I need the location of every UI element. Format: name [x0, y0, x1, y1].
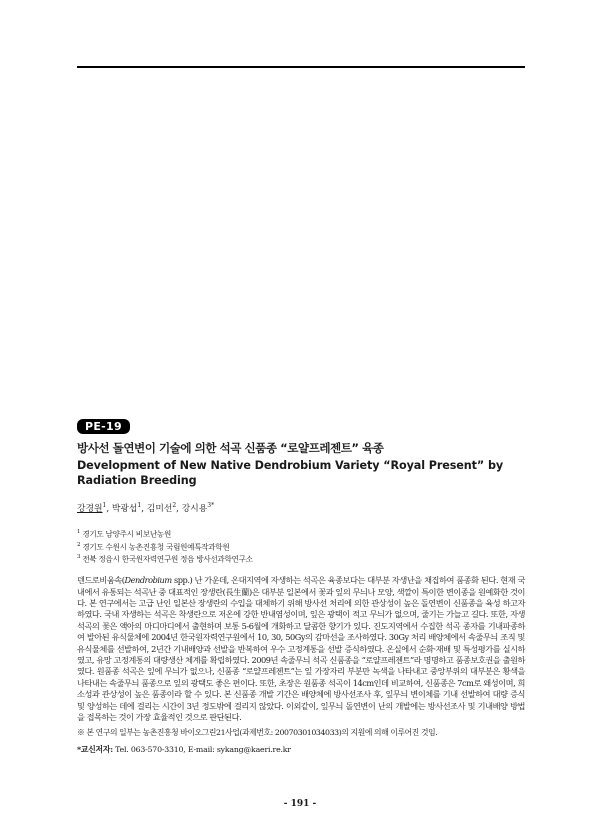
affiliation-text: 경기도 수원시 농촌진흥청 국립원예특작과학원 [82, 542, 230, 552]
genus-name: Dendrobium [124, 575, 172, 586]
author-separator: , [141, 503, 147, 514]
affiliation-number: 1 [77, 528, 81, 535]
author [77, 504, 112, 514]
abstract-article [77, 415, 525, 755]
affiliation-text: 경기도 남양주시 비보난농원 [82, 529, 171, 539]
contact-details: Tel. 063-570-3310, E-mail: sykang@kaeri.re.kr [112, 745, 291, 755]
title-english: Development of New Native Dendrobium Variety “Royal Present” by Radiation Breeding [77, 459, 504, 487]
corresponding-author [77, 744, 525, 755]
affiliation-text: 전북 정읍시 한국원자력연구원 정읍 방사선과학연구소 [82, 554, 253, 564]
affiliation [77, 527, 525, 540]
author-separator: , [176, 503, 182, 514]
author-affiliation-mark: 1 [137, 502, 142, 509]
affiliation [77, 540, 525, 553]
author [112, 504, 147, 514]
author-list [77, 500, 525, 515]
contact-label: *교신저자: [77, 745, 113, 755]
title-korean: 방사선 돌연변이 기술에 의한 석곡 신품종 “로얄프레젠트” 육종 [77, 441, 384, 455]
abstract-text-start: 덴드로비움속( [77, 575, 125, 586]
affiliation-number: 2 [77, 541, 81, 548]
author-affiliation-mark: 1 [102, 502, 107, 509]
abstract-text: spp.) 난 가운데, 온대지역에 자생하는 석곡은 육종보다는 대부분 자생난을 채집하여 품종화 된다. 현재 국내에서 유통되는 석곡난 중 대표적인 장생란(長生蘭)은 대부분 일본에서 꽃과 잎의 무늬나 모양, 색깔이 특이한 변이종을 원예화한 것이다. 본 연구에서는 고급 난인 일본산 장생란의 수입을 대체하기 위해 방사선 처리에 의한 관상성이 높은 돌연변이 신품종을 육성 하고자 하였다. 국내 자생하는 석곡은 착생란으로 저온에 강한 반내염성이며, 잎은 광택이 적고 무늬가 없으며, 줄기는 가늘고 길다. 또한, 자생 석곡의 꽃은 액아의 마디마디에서 출현하며 보통 5-6월에 개화하고 달콤한 향기가 있다. 진도지역에서 수집한 석곡 종자를 기내파종하여 발아된 유식물체에 2004년 한국원자력연구원에서 10, 30, 50Gy의 감마선을 조사하였다. 30Gy 처리 배양체에서 속줄무늬 조직 및 유식물체를 선발하여, 2년간 기내배양과 선발을 반복하여 우수 고정계통을 선발 증식하였다. 온실에서 순화·재배 및 특성평가를 실시하였고, 유망 고정계통의 대량생산 체계를 확립하였다. 2009년 속줄무늬 석곡 신품종을 “로얄프레젠트”라 명명하고 품종보호권을 출원하였다. 원품종 석곡은 잎에 무늬가 없으나, 신품종 “로얄프레젠트”는 잎 가장자리 부분만 녹색을 나타내고 중앙부위의 대부분은 황색을 나타내는 속줄무늬 품종으로 잎의 광택도 좋은 편이다. 또한, 초장은 원품종 석곡이 14cm인데 비교하여, 신품종은 7cm로 왜성이며, 희소성과 관상성이 높은 품종이라 할 수 있다. 본 신품종 개발 기간은 배양체에 방사선조사 후, 잎무늬 변이체를 기내 선발하여 대량 증식 및 양성하는 데에 걸리는 시간이 3년 정도밖에 걸리지 않았다. 이외같이, 잎무늬 돌연변이 난의 개발에는 방사선조사 및 기내배양 방법을 접목하는 것이 가장 효율적인 것으로 판단된다. [77, 575, 525, 722]
affiliation-number: 3 [77, 554, 81, 561]
author-affiliation-mark: 2 [172, 502, 177, 509]
author-affiliation-mark: 3* [207, 502, 215, 509]
author-name: 강시용 [181, 503, 208, 514]
affiliation [77, 552, 525, 565]
page-number: - 191 - [283, 799, 317, 809]
author [147, 504, 182, 514]
affiliation-list [77, 527, 525, 565]
author-separator: , [106, 503, 112, 514]
author-name: 김미선 [146, 503, 173, 514]
abstract-body [77, 575, 525, 723]
header-rule [77, 66, 525, 68]
funding-footnote: ※ 본 연구의 일부는 농촌진흥청 바이오그린21사업(과제번호: 20070301034033)의 지원에 의해 이루어진 것임. [77, 728, 438, 738]
author [182, 504, 214, 514]
author-name: 박광섭 [111, 503, 138, 514]
session-badge: PE-19 [77, 419, 130, 434]
author-name: 강경원 [77, 503, 103, 514]
